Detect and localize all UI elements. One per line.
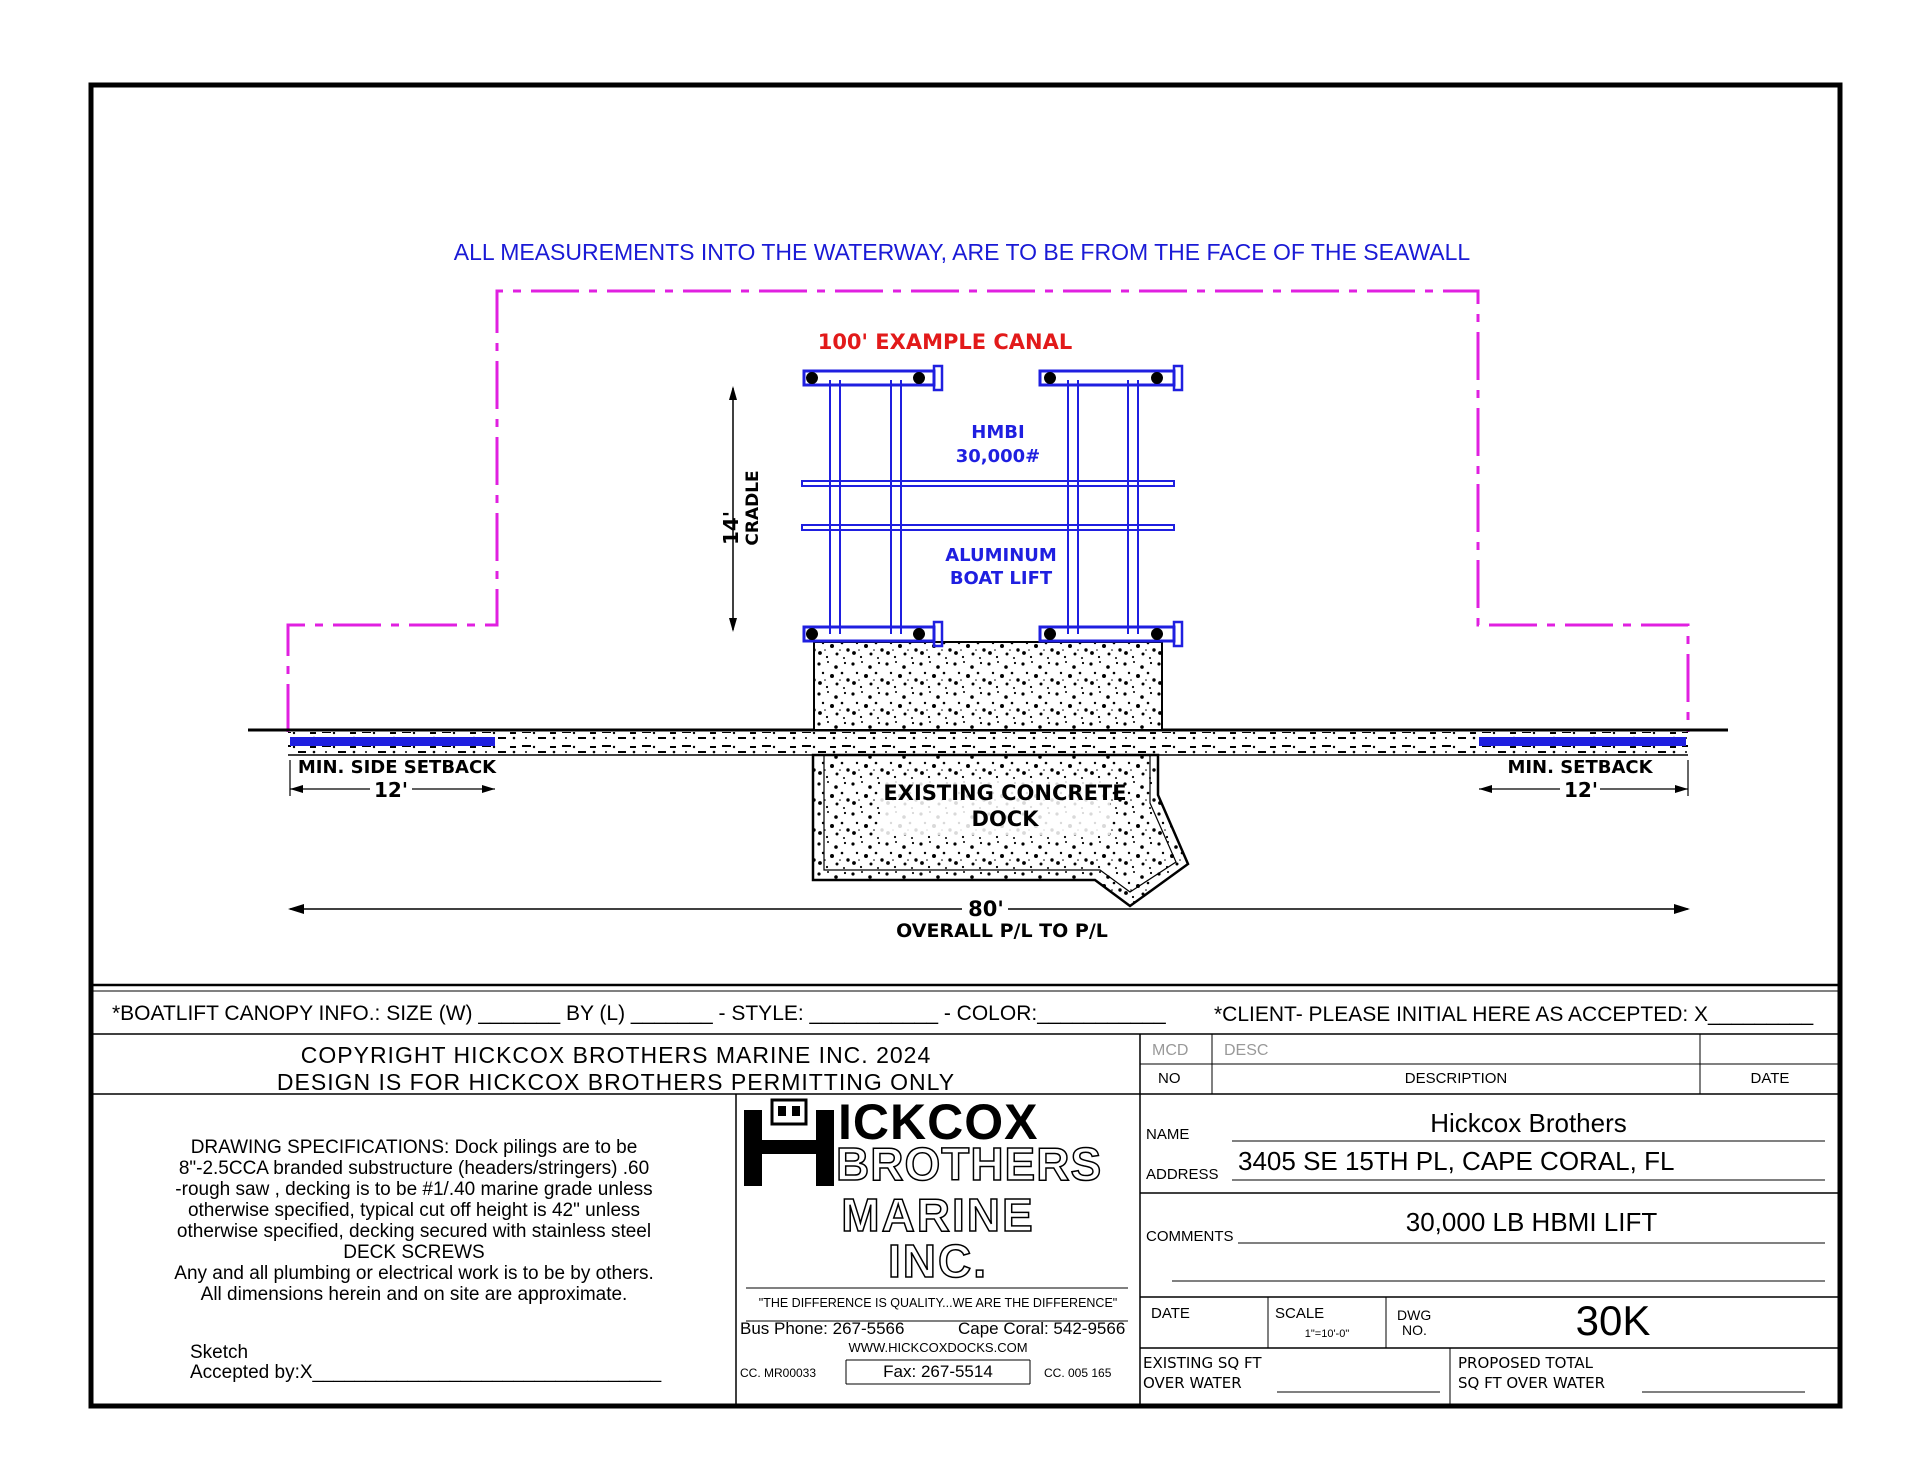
left-setback-label: MIN. SIDE SETBACK [297, 757, 497, 778]
lift-pilings [806, 372, 1163, 640]
existing-sqft-2: OVER WATER [1143, 1374, 1242, 1392]
lift-capacity: 30,000# [955, 446, 1041, 467]
right-setback-label: MIN. SETBACK [1507, 757, 1653, 778]
right-setback-dim: 12' [1564, 778, 1598, 802]
overall-label: OVERALL P/L TO P/L [896, 920, 1108, 942]
lift-type-2: BOAT LIFT [949, 568, 1053, 589]
client-initial[interactable]: *CLIENT- PLEASE INITIAL HERE AS ACCEPTED: X_________ [1214, 1003, 1814, 1026]
spec-line: -rough saw , decking is to be #1/.40 marine grade unless [175, 1179, 653, 1200]
scale-label: SCALE [1275, 1305, 1325, 1322]
left-setback-dim: 12' [374, 778, 408, 802]
cradle-label: CRADLE [743, 470, 763, 546]
spec-line: otherwise specified, typical cut off height is 42" unless [187, 1200, 641, 1221]
rev-description: DESCRIPTION [1404, 1070, 1508, 1087]
copyright-2: DESIGN IS FOR HICKCOX BROTHERS PERMITTING ONLY [276, 1069, 956, 1095]
proposed-sqft-2: SQ FT OVER WATER [1458, 1374, 1606, 1392]
spec-line: DECK SCREWS [343, 1242, 485, 1263]
seawall [288, 732, 1688, 754]
website: WWW.HICKCOXDOCKS.COM [848, 1340, 1028, 1355]
proposed-sqft-1: PROPOSED TOTAL [1458, 1354, 1594, 1372]
comments-value[interactable]: 30,000 LB HBMI LIFT [1405, 1207, 1658, 1237]
concrete-cradle-pad [814, 642, 1162, 730]
logo-brothers: BROTHERS [836, 1138, 1103, 1190]
spec-line: 8"-2.5CCA branded substructure (headers/stringers) .60 [178, 1158, 650, 1179]
dwg-no: 30K [1575, 1297, 1651, 1344]
slogan: "THE DIFFERENCE IS QUALITY...WE ARE THE DIFFERENCE" [758, 1296, 1118, 1310]
rev-desc: DESC [1224, 1042, 1269, 1059]
date-label: DATE [1151, 1305, 1190, 1322]
address-label: ADDRESS [1146, 1166, 1219, 1183]
dock-label-1: EXISTING CONCRETE [883, 781, 1127, 805]
logo-marine: MARINE [841, 1189, 1035, 1241]
dwg-label-2: NO. [1402, 1322, 1427, 1338]
address-value[interactable]: 3405 SE 15TH PL, CAPE CORAL, FL [1238, 1146, 1675, 1176]
logo-inc: INC. [888, 1235, 988, 1287]
boat-lift [802, 366, 1182, 646]
drawing-specifications [98, 1137, 730, 1305]
license-2: CC. 005 165 [1044, 1366, 1112, 1380]
spec-line: All dimensions herein and on site are approximate. [200, 1284, 628, 1305]
dwg-label-1: DWG [1397, 1307, 1432, 1323]
logo-h-icon [744, 1100, 834, 1186]
spec-line: DRAWING SPECIFICATIONS: Dock pilings are to be [190, 1137, 638, 1158]
bus-phone: Bus Phone: 267-5566 [740, 1319, 905, 1338]
sketch-accepted[interactable]: Accepted by:X_________________________________ [190, 1362, 662, 1383]
name-label: NAME [1146, 1126, 1190, 1143]
rev-no: NO [1158, 1070, 1181, 1087]
license-1: CC. MR00033 [740, 1366, 817, 1380]
dock-label-2: DOCK [971, 807, 1039, 831]
sketch-label: Sketch [190, 1342, 249, 1363]
canal-label: 100' EXAMPLE CANAL [817, 330, 1073, 354]
fax: Fax: 267-5514 [883, 1362, 993, 1381]
scale-value: 1"=10'-0" [1304, 1328, 1350, 1340]
left-setback-bar [290, 737, 495, 746]
comments-label: COMMENTS [1146, 1228, 1234, 1245]
existing-sqft-1: EXISTING SQ FT [1143, 1354, 1262, 1372]
cradle-dim: 14' [719, 511, 743, 545]
right-setback-bar [1479, 737, 1686, 746]
logo-ickcox: ICKCOX [838, 1094, 1039, 1150]
name-value[interactable]: Hickcox Brothers [1430, 1108, 1627, 1138]
canopy-info: *BOATLIFT CANOPY INFO.: SIZE (W) _______ BY (L) _______ - STYLE: ___________ - COLOR:___________ [112, 1002, 1166, 1025]
lift-type-1: ALUMINUM [945, 545, 1057, 566]
rev-date: DATE [1750, 1070, 1790, 1087]
overall-dim: 80' [968, 897, 1004, 921]
rev-mcd: MCD [1152, 1042, 1189, 1059]
spec-line: otherwise specified, decking secured with stainless steel [176, 1221, 652, 1242]
spec-line: Any and all plumbing or electrical work is to be by others. [174, 1263, 654, 1284]
lift-model: HMBI [971, 422, 1025, 443]
cape-coral-phone: Cape Coral: 542-9566 [958, 1319, 1126, 1338]
note-text: ALL MEASUREMENTS INTO THE WATERWAY, ARE TO BE FROM THE FACE OF THE SEAWALL [453, 239, 1471, 265]
copyright-1: COPYRIGHT HICKCOX BROTHERS MARINE INC. 2024 [300, 1042, 932, 1068]
